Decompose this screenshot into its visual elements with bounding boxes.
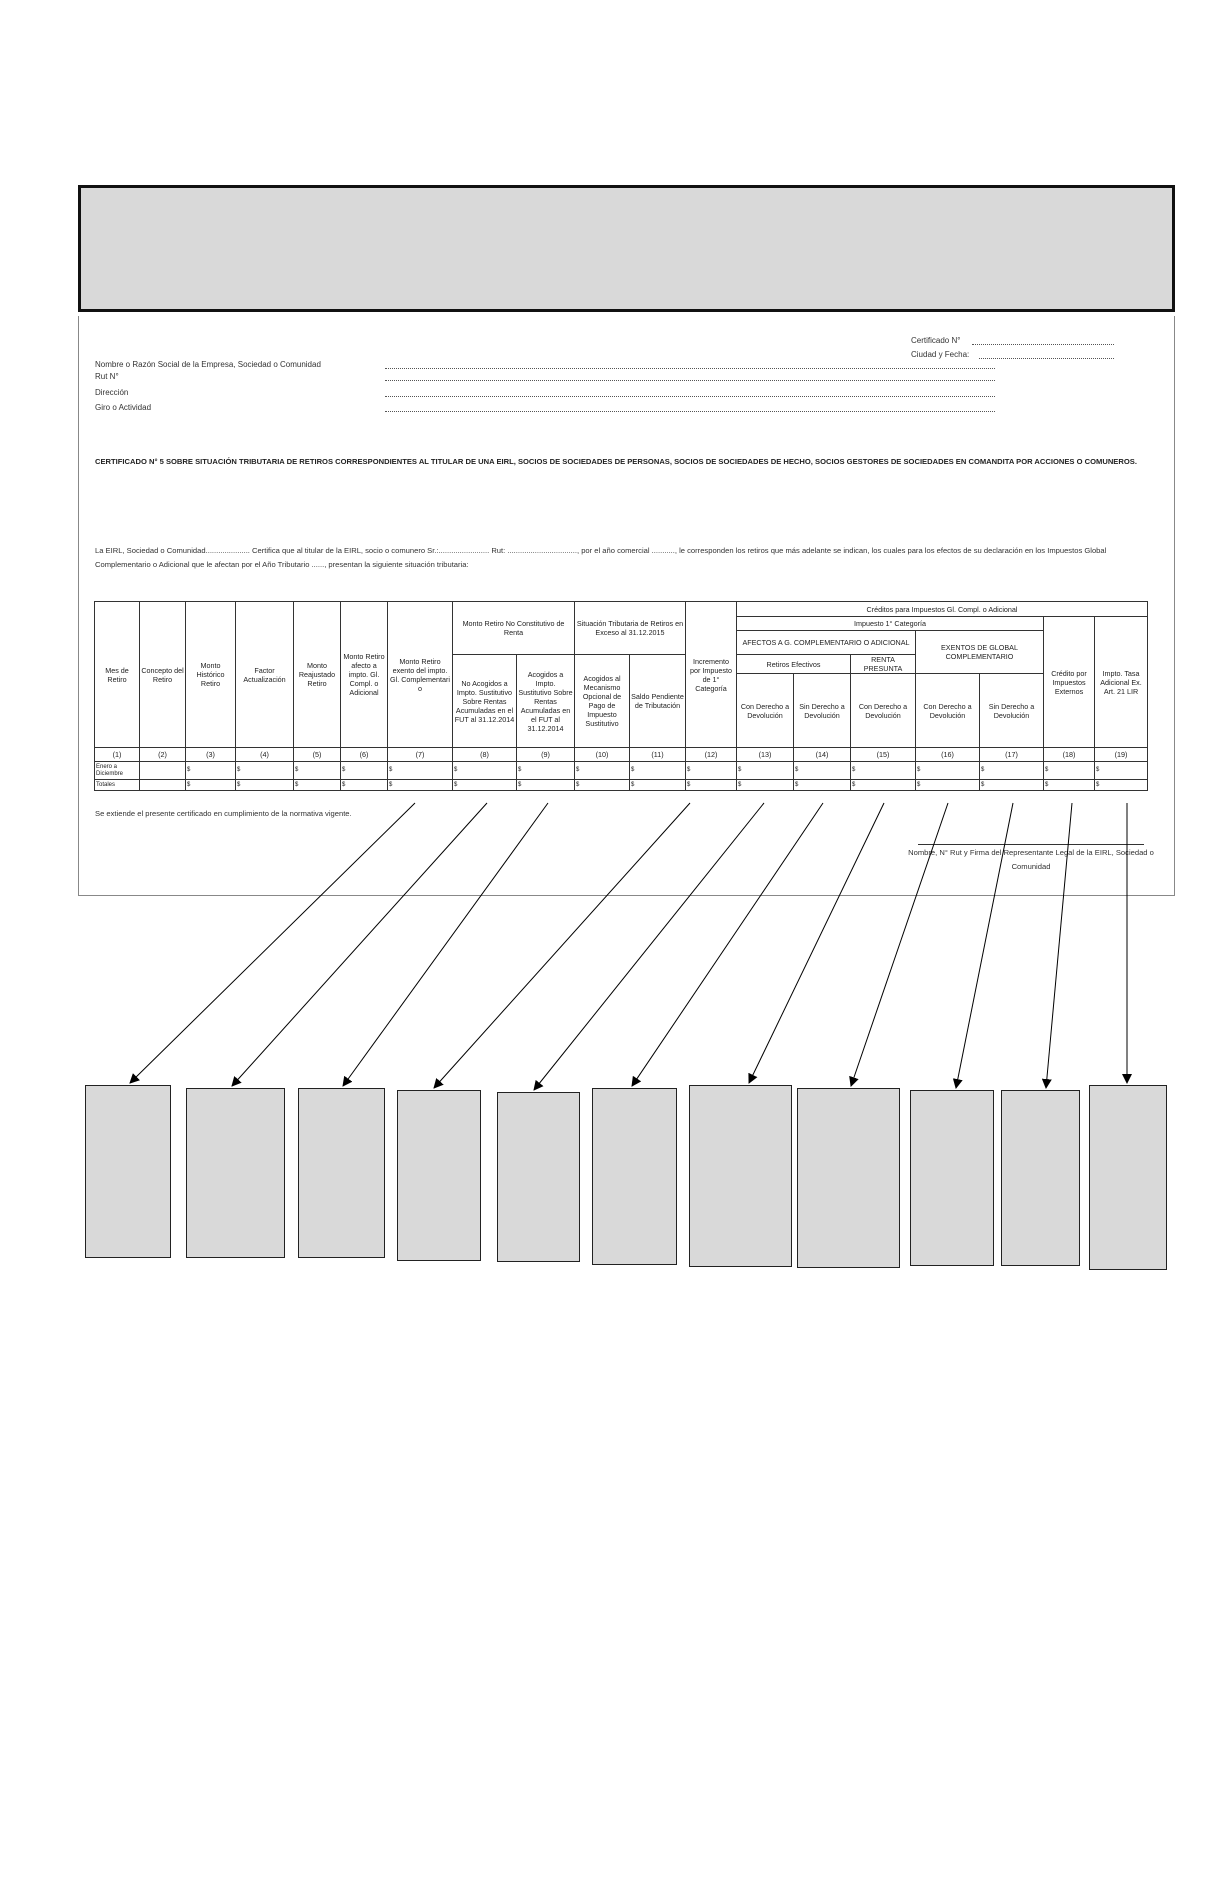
cell: $ [388, 762, 453, 780]
col-header-1: Mes de Retiro [95, 602, 140, 748]
arrow-5 [534, 803, 764, 1090]
cell: $ [630, 762, 686, 780]
col-num: (19) [1095, 748, 1148, 762]
arrow-7 [749, 803, 884, 1083]
certificate-number-label: Certificado N° [911, 336, 961, 345]
col-header-12: Incremento por Impuesto de 1° Categoría [686, 602, 737, 748]
cell: $ [1044, 762, 1095, 780]
col-num: (5) [294, 748, 341, 762]
cell: $ [236, 762, 294, 780]
arrow-3 [343, 803, 548, 1086]
col-header-8: No Acogidos a Impto. Sustitutivo Sobre Rentas Acumuladas en el FUT al 31.12.2014 [453, 655, 517, 748]
cell: $ [686, 780, 737, 791]
col-num: (6) [341, 748, 388, 762]
arrow-8 [851, 803, 948, 1086]
col-num: (1) [95, 748, 140, 762]
cell: $ [916, 780, 980, 791]
target-box-10 [1001, 1090, 1080, 1266]
col-header-6: Monto Retiro afecto a impto. Gl. Compl. o Adicional [341, 602, 388, 748]
target-box-11 [1089, 1085, 1167, 1270]
col-num: (16) [916, 748, 980, 762]
group-impuesto-1cat: Impuesto 1° Categoría [737, 617, 1044, 631]
target-box-8 [797, 1088, 900, 1268]
cell: $ [630, 780, 686, 791]
arrow-4 [434, 803, 690, 1088]
address-label: Dirección [95, 388, 129, 397]
target-box-9 [910, 1090, 994, 1266]
col-header-3: Monto Histórico Retiro [186, 602, 236, 748]
cell: $ [517, 780, 575, 791]
cell: $ [575, 762, 630, 780]
col-num: (13) [737, 748, 794, 762]
col-header-19: Impto. Tasa Adicional Ex. Art. 21 LIR [1095, 617, 1148, 748]
cell: $ [1044, 780, 1095, 791]
cell: $ [851, 762, 916, 780]
arrow-6 [632, 803, 823, 1086]
target-box-5 [497, 1092, 580, 1262]
group-renta-presunta: RENTA PRESUNTA [851, 655, 916, 674]
col-num: (18) [1044, 748, 1095, 762]
col-header-7: Monto Retiro exento del impto. Gl. Complementari o [388, 602, 453, 748]
row-label: Enero a Diciembre [95, 762, 140, 780]
target-box-2 [186, 1088, 285, 1258]
arrow-10 [1046, 803, 1072, 1088]
cell: $ [517, 762, 575, 780]
cell: $ [851, 780, 916, 791]
col-header-4: Factor Actualización [236, 602, 294, 748]
cell: $ [737, 780, 794, 791]
target-box-1 [85, 1085, 171, 1258]
col-header-14: Sin Derecho a Devolución [794, 674, 851, 748]
col-header-16: Con Derecho a Devolución [916, 674, 980, 748]
cell: $ [1095, 762, 1148, 780]
arrow-9 [956, 803, 1013, 1088]
cell: $ [341, 762, 388, 780]
col-num: (15) [851, 748, 916, 762]
arrow-2 [232, 803, 487, 1086]
cell: $ [341, 780, 388, 791]
group-creditos: Créditos para Impuestos Gl. Compl. o Adicional [737, 602, 1148, 617]
col-header-17: Sin Derecho a Devolución [980, 674, 1044, 748]
footer-note: Se extiende el presente certificado en cumplimiento de la normativa vigente. [95, 809, 352, 818]
col-num: (8) [453, 748, 517, 762]
col-num: (12) [686, 748, 737, 762]
group-afectos: AFECTOS A G. COMPLEMENTARIO O ADICIONAL [737, 631, 916, 655]
target-box-6 [592, 1088, 677, 1265]
certificate-title: CERTIFICADO N° 5 SOBRE SITUACIÓN TRIBUTARIA DE RETIROS CORRESPONDIENTES AL TITULAR DE UNA EIRL, SOCIOS DE SOCIEDADES DE PERSONAS, SOCIOS DE SOCIEDADES DE HECHO, SOCIOS GESTORES DE SOCIEDADES EN COMANDITA POR ACCIONES O COMUNEROS. [95, 457, 1137, 466]
col-num: (7) [388, 748, 453, 762]
group-no-constitutivo: Monto Retiro No Constitutivo de Renta [453, 602, 575, 655]
col-num: (9) [517, 748, 575, 762]
col-header-18: Crédito por Impuestos Externos [1044, 617, 1095, 748]
cell: $ [1095, 780, 1148, 791]
target-box-7 [689, 1085, 792, 1267]
cell: $ [794, 780, 851, 791]
col-num: (14) [794, 748, 851, 762]
target-box-4 [397, 1090, 481, 1261]
cell: $ [794, 762, 851, 780]
certificate-intro: La EIRL, Sociedad o Comunidad..................... Certifica que al titular de la EIRL, socio o comunero Sr.:........................ Rut: ................................., por el año comercial ..........., le corresponden los retiros que más adelante se indican, los cuales para los efectos de su declaración en los Impuestos Global Complementario o Adicional que le afectan por el Año Tributario ......, presentan la siguiente situación tributaria: [95, 546, 1107, 569]
cell: $ [186, 780, 236, 791]
col-num: (11) [630, 748, 686, 762]
col-header-10: Acogidos al Mecanismo Opcional de Pago de Impuesto Sustitutivo [575, 655, 630, 748]
col-header-9: Acogidos a Impto. Sustitutivo Sobre Rentas Acumuladas en el FUT al 31.12.2014 [517, 655, 575, 748]
company-name-label: Nombre o Razón Social de la Empresa, Sociedad o Comunidad [95, 360, 321, 369]
col-header-2: Concepto del Retiro [140, 602, 186, 748]
cell: $ [453, 780, 517, 791]
signature-label: Nombre, N° Rut y Firma del Representante Legal de la EIRL, Sociedad o Comunidad [908, 848, 1154, 871]
cell: $ [236, 780, 294, 791]
cell: $ [388, 780, 453, 791]
cell: $ [575, 780, 630, 791]
col-num: (17) [980, 748, 1044, 762]
cell: $ [453, 762, 517, 780]
col-header-11: Saldo Pendiente de Tributación [630, 655, 686, 748]
cell: $ [916, 762, 980, 780]
cell: $ [980, 780, 1044, 791]
group-retiros-efectivos: Retiros Efectivos [737, 655, 851, 674]
cell: $ [980, 762, 1044, 780]
rut-label: Rut N° [95, 372, 119, 381]
row-label: Totales [95, 780, 140, 791]
col-num: (10) [575, 748, 630, 762]
cell: $ [686, 762, 737, 780]
cell: $ [294, 780, 341, 791]
target-box-3 [298, 1088, 385, 1258]
col-num: (3) [186, 748, 236, 762]
cell: $ [294, 762, 341, 780]
col-header-13: Con Derecho a Devolución [737, 674, 794, 748]
group-exentos: EXENTOS DE GLOBAL COMPLEMENTARIO [916, 631, 1044, 674]
cell: $ [186, 762, 236, 780]
col-header-15: Con Derecho a Devolución [851, 674, 916, 748]
col-num: (2) [140, 748, 186, 762]
cell: $ [737, 762, 794, 780]
col-num: (4) [236, 748, 294, 762]
city-date-label: Ciudad y Fecha: [911, 350, 970, 359]
group-situacion-tributaria: Situación Tributaria de Retiros en Exceso al 31.12.2015 [575, 602, 686, 655]
col-header-5: Monto Reajustado Retiro [294, 602, 341, 748]
activity-label: Giro o Actividad [95, 403, 152, 412]
